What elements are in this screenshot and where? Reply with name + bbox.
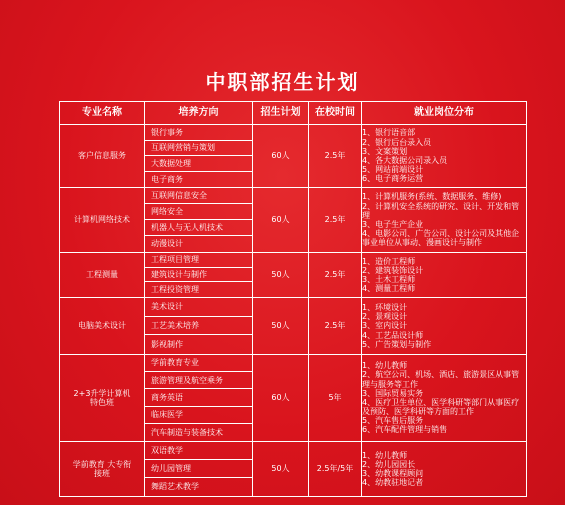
job-item: 5、广告策划与制作 [362,339,432,349]
job-item: 3、文案策划 [362,146,408,156]
enrollment-table [59,101,527,497]
table-row [60,297,527,354]
job-item: 6、电子商务运营 [362,174,424,184]
direction-item: 双语教学 [145,442,252,460]
job-item: 2、建筑装饰设计 [362,265,424,275]
job-item: 1、幼儿教师 [362,361,408,371]
direction-item: 幼儿园管理 [145,460,252,478]
direction-item: 机器人与无人机技术 [145,220,252,236]
job-list [362,354,527,441]
direction-item: 影视制作 [151,340,183,350]
job-item: 1、银行语音部 [362,128,416,138]
major-name: 学前教育 大专衔接班 [60,441,145,496]
job-item: 2、景观设计 [362,312,408,322]
study-duration: 2.5年 [309,188,362,253]
job-item: 4、各大数据公司录入员 [362,156,448,165]
table-row [60,188,527,253]
table-row [60,354,527,441]
study-duration: 2.5年 [309,125,362,188]
job-list [362,188,527,253]
enrollment-count: 50人 [253,297,309,354]
study-duration: 5年 [309,354,362,441]
job-item: 2、幼儿园园长 [362,459,416,469]
direction-item: 临床医学 [145,407,252,424]
table-row [60,125,527,188]
direction-item: 工程投资管理 [151,285,199,295]
job-list [362,297,527,354]
major-name: 客户信息服务 [60,125,145,188]
study-duration: 2.5年/5年 [309,441,362,496]
direction-item: 工程项目管理 [145,253,252,268]
job-item: 4、电影公司、广告公司、设计公司及其他企事业单位从事动、漫画设计与制作 [362,229,520,248]
job-item: 5、汽车售后服务 [362,416,424,426]
job-item: 2、计算机安全系统的研究、设计、开发和管理 [362,201,520,220]
direction-item: 学前教育专业 [145,355,252,372]
direction-item: 互联网信息安全 [145,188,252,204]
job-item: 1、环境设计 [362,302,408,312]
header-jobs: 就业岗位分布 [362,102,527,125]
table-header-row [60,102,527,125]
job-item: 1、造价工程师 [362,256,416,266]
direction-list [145,125,253,188]
direction-item: 网络安全 [145,204,252,220]
study-duration: 2.5年 [309,253,362,298]
direction-item: 舞蹈艺术教学 [151,482,199,492]
job-list [362,125,527,188]
direction-list [145,253,253,298]
job-item: 1、计算机服务(系统、数据服务、维修) [362,192,502,202]
direction-list [145,297,253,354]
job-list [362,441,527,496]
job-item: 4、幼教驻地记者 [362,478,424,488]
major-name: 工程测量 [60,253,145,298]
direction-item: 美术设计 [145,298,252,317]
job-item: 4、测量工程师 [362,284,416,294]
direction-item: 建筑设计与制作 [145,268,252,283]
header-duration: 在校时间 [309,102,362,125]
job-item: 3、室内设计 [362,321,408,331]
study-duration: 2.5年 [309,297,362,354]
job-item: 6、汽车配件管理与销售 [362,425,448,435]
direction-item: 电子商务 [151,174,183,184]
job-item: 2、航空公司、机场、酒店、旅游景区从事管理与服务等工作 [362,370,520,389]
direction-item: 汽车制造与装备技术 [151,427,223,437]
direction-item: 动漫设计 [151,239,183,249]
enrollment-count: 50人 [253,441,309,496]
major-name: 2+3升学计算机特色班 [60,354,145,441]
enrollment-count: 60人 [253,354,309,441]
header-plan: 招生计划 [253,102,309,125]
page-title: 中职部招生计划 [205,70,360,94]
direction-item: 大数据处理 [145,156,252,172]
enrollment-count: 50人 [253,253,309,298]
job-item: 3、国际贸易实务 [362,388,424,398]
table-row [60,441,527,496]
direction-item: 银行事务 [145,125,252,141]
job-item: 3、电子生产企业 [362,220,424,229]
job-item: 4、医疗卫生单位、医学科研等部门从事医疗及预防、医学科研等方面的工作 [362,397,520,417]
direction-item: 旅游管理及航空乘务 [145,372,252,389]
table-row [60,253,527,298]
job-list [362,253,527,298]
header-direction: 培养方向 [145,102,253,125]
direction-item: 商务英语 [145,389,252,406]
direction-list [145,188,253,253]
enrollment-count: 60人 [253,188,309,253]
direction-list [145,354,253,441]
header-major: 专业名称 [60,102,145,125]
major-name: 计算机网络技术 [60,188,145,253]
direction-list [145,441,253,496]
job-item: 3、土木工程师 [362,274,416,284]
job-item: 2、银行后台录入员 [362,137,432,147]
direction-item: 互联网营销与策划 [145,141,252,157]
direction-item: 工艺美术培养 [145,317,252,336]
enrollment-count: 60人 [253,125,309,188]
job-item: 1、幼儿教师 [362,450,408,460]
major-name: 电脑美术设计 [60,297,145,354]
job-item: 5、网站前端设计 [362,165,424,175]
job-item: 4、工艺品设计师 [362,330,424,340]
job-item: 3、幼教课程顾问 [362,468,424,478]
